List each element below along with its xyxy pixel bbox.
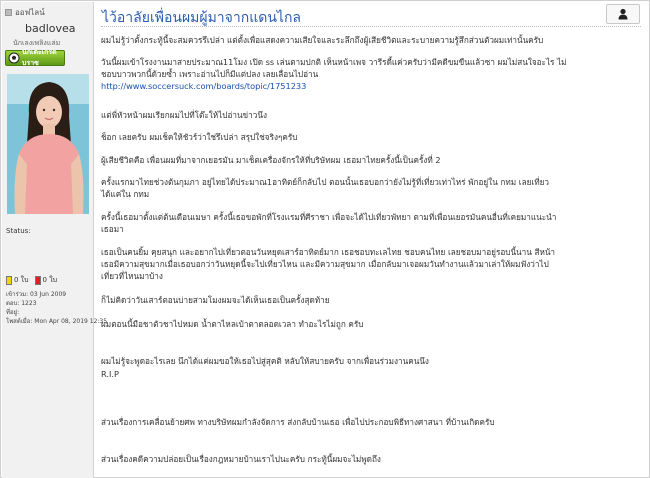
profile-button[interactable] [606, 4, 640, 24]
post-paragraph: เธอมีความสุขมากเมื่อเธอบอกว่าวันหยุดนี้จะไปเที่ยวไหน และมีความสุขมาก เมื่อกลับมาเจอผมวันทำงานแล้วมาเล่าให้ผมฟังว่าไป [101, 259, 549, 269]
post-paragraph: เธอมา [101, 224, 124, 234]
red-card-count: 0 ใบ [42, 276, 58, 284]
topic-link[interactable]: http://www.soccersuck.com/boards/topic/1751233 [101, 81, 307, 91]
rank-label: นักเตะเกรดบราซ [22, 48, 57, 67]
yellow-card [6, 275, 29, 286]
user-title: นักเลงเพลิงแล่ม [13, 39, 61, 47]
post-paragraph: เธอเป็นคนยิ้ม คุยสนุก และอยากไปเที่ยวตอนวันหยุดเสาร์อาทิตย์มาก เธอชอบทะเลไทย ชอบคนไทย เลยชอบมาอยู่รอบนี้นาน สีหน้า [101, 247, 556, 257]
post-paragraph: ส่วนเรื่องคดีความปล่อยเป็นเรื่องกฎหมายบ้านเราไปนะครับ กระทู้นี้ผมจะไม่พูดถึง [101, 454, 381, 464]
post-paragraph: ผมไม่รู้ว่าตั้งกระทู้นี้จะสมควรรึเปล่า แต่ตั้งเพื่อแสดงความเสียใจและระลึกถึงผู้เสียชีวิตและระบายความรู้สึกส่วนตัวผมเท่านั้นครับ [101, 35, 544, 45]
avatar [7, 74, 89, 214]
post-paragraph: ส่วนเรื่องการเคลื่อนย้ายศพ ทางบริษัทผมกำลังจัดการ ส่งกลับบ้านเธอ เพื่อไปประกอบพิธีทางศาสนา ที่บ้านเกิดครับ [101, 417, 495, 427]
location: ที่อยู่: [6, 309, 20, 316]
post-paragraph: ครั้งแรกมาไทยช่วงต้นกุมภา อยู่ไทยได้ประมาณ1อาทิตย์ก็กลับไป ตอนนั้นเธอบอกว่ายังไม่รู้ที่เที่ยวเท่าไหร่ พักอยู่ใน กทม เลยเที่ยว [101, 177, 549, 187]
red-card-icon [35, 276, 41, 285]
post-paragraph: วันนี้ผมเข้าโรงงานมาสายประมาณ11โมง เปิด ss เล่นตามปกติ เห็นหน้าเพจ วารีรดี้แค่วครับว่ามีคดีขมขืนแล้วซา ผมไม่สนใจอะไร ไม่ [101, 57, 567, 67]
status-text: ออฟไลน์ [15, 7, 45, 17]
post-paragraph: ช็อก เลยครับ ผมเช็คให้ชัวร์ว่าใช่รึเปล่า สรุปใช่จริงๆครับ [101, 132, 298, 142]
rank-badge [5, 50, 65, 66]
user-sidebar [2, 2, 108, 478]
username[interactable]: badlovea [25, 22, 76, 35]
title-divider [101, 26, 641, 27]
post-paragraph: เที่ยวที่ไหนมาบ้าง [101, 271, 163, 281]
joined-date: เข้าร่วม: 03 Jun 2009 [6, 291, 67, 298]
yellow-card-icon [6, 276, 12, 285]
post-paragraph: ครั้งนี้เธอมาตั้งแต่ต้นเดือนเมษา ครั้งนี้เธอขอพักที่โรงแรมที่ศีราชา เพื่อจะได้ไปเที่ยวพัทยา ตามที่เพื่อนเยอรมันคนอื่นที่เคยมาแนะนำ [101, 212, 557, 222]
post-paragraph: ได้แค่ใน กทม [101, 189, 150, 199]
status-square-icon [5, 9, 12, 16]
online-status [5, 6, 45, 18]
last-post-time: โพสต์เมื่อ: Mon Apr 08, 2019 12:35 [6, 318, 108, 325]
post-paragraph: แต่พี่หัวหน้าผมเรียกผมไปที่โต๊ะให้ไปอ่านข่าวนึง [101, 110, 267, 120]
post-paragraph: ผมตอนนี้มือชาตัวชาไปหมด น้ำตาไหลเบ้าตาตลอดเวลา ทำอะไรไม่ถูก ครับ [101, 319, 364, 329]
user-meta [6, 290, 107, 326]
card-counts [6, 275, 57, 286]
post-count: ตอบ: 1223 [6, 300, 37, 307]
post-paragraph: ก็ไม่คิดว่าวันเสาร์ตอนบ่ายสามโมงผมจะได้เห็นเธอเป็นครั้งสุดท้าย [101, 295, 330, 305]
yellow-card-count: 0 ใบ [14, 276, 29, 284]
post-title: ไว้อาลัยเพื่อนผมผู้มาจากแดนไกล [102, 10, 301, 26]
post-paragraph: ผู้เสียชีวิตคือ เพื่อนผมที่มาจากเยอรมัน มาเช็ตเครื่องจักรให้ที่บริษัทผม เธอมาไทยครั้งนี้เป็นครั้งที่ 2 [101, 155, 441, 165]
post-paragraph: ผมไม่รู้จะพูดอะไรเลย นึกได้แค่ผมขอให้เธอไปสู่สุคติ หลับให้สบายครับ จากเพื่อนร่วมงานคนนึง [101, 356, 429, 366]
status-label: Status: [6, 227, 31, 235]
post-paragraph: R.I.P [101, 369, 119, 379]
post-paragraph: ชอบบาวพวกนี้ด้วยซ้ำ เพราะอ่านไปก็มีแต่ปลง เลยเลื่อนไปอ่าน [101, 69, 319, 79]
user-icon [617, 5, 629, 24]
red-card [35, 275, 58, 286]
soccer-ball-icon [7, 51, 20, 65]
